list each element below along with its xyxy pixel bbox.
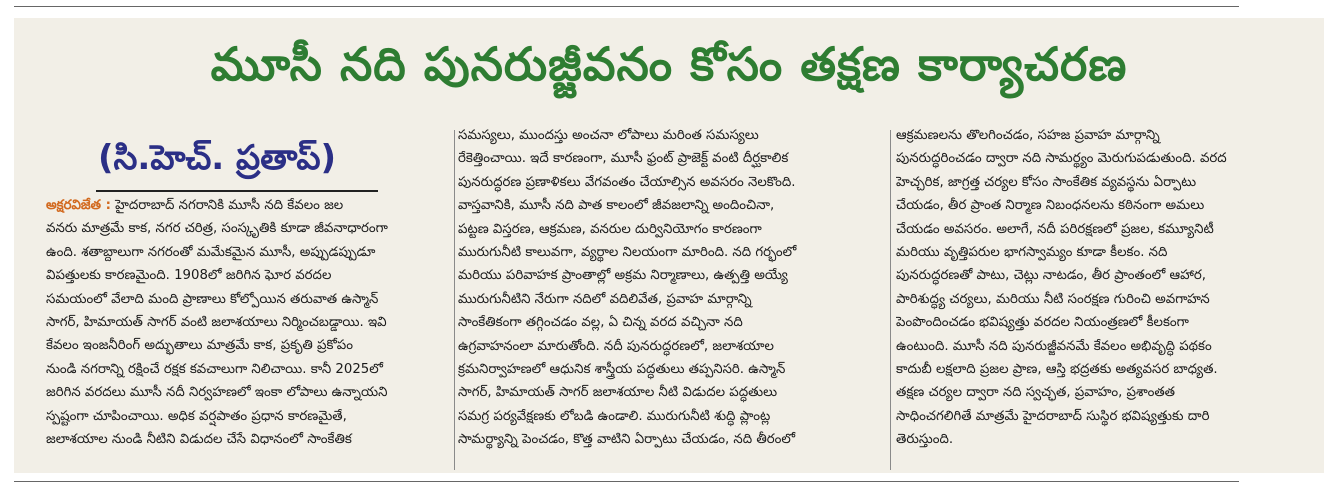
column-line: స్పష్టంగా చూపించాయి. అధిక వర్షపాతం ప్రధాన కారణమైతే, bbox=[46, 408, 347, 424]
column-line: ఉంది. శతాబ్దాలుగా నగరంతో మమేకమైన మూసీ, అప్పుడప్పుడూ bbox=[46, 244, 376, 260]
column-line: మరియు వృత్తిపరుల భాగస్వామ్యం కూడా కీలకం. నది bbox=[896, 244, 1168, 260]
column-line: రేకెత్తించాయి. ఇదే కారణంగా, మూసీ ఫ్రంట్ ప్రాజెక్ట్ వంటి దీర్ఘకాలిక bbox=[458, 151, 789, 167]
column-line: సమగ్ర పర్యవేక్షణకు లోబడి ఉండాలి. మురుగునీటి శుద్ధి ప్లాంట్ల bbox=[458, 408, 771, 424]
column-line: చేయడం అవసరం. అలాగే, నదీ పరిరక్షణలో ప్రజల, కమ్యూనిటీ bbox=[896, 221, 1214, 237]
column-line-text: హైదరాబాద్ నగరానికి మూసీ నది కేవలం జల bbox=[110, 198, 344, 213]
bottom-rule bbox=[14, 481, 1239, 482]
column-line: తక్షణ చర్యల ద్వారా నది స్వచ్ఛత, ప్రవాహం, ప్రశాంతత bbox=[896, 385, 1176, 401]
column-line: విపత్తులకు కారణమైంది. 1908లో జరిగిన ఘోర వరదల bbox=[46, 268, 332, 284]
column-line: చేయడం, తీర ప్రాంత నిర్మాణ నిబంధనలను కఠినంగా అమలు bbox=[896, 198, 1205, 214]
column-line: వాస్తవానికి, మూసీ నది పాత కాలంలో జీవజలాన్ని అందించినా, bbox=[458, 198, 775, 214]
column-line: సాంకేతికంగా తగ్గించడం వల్ల, ఏ చిన్న వరద వచ్చినా నది bbox=[458, 315, 743, 331]
article-column-1 bbox=[46, 194, 452, 451]
column-line: తెరుస్తుంది. bbox=[896, 432, 954, 448]
article-headline: మూసీ నది పునరుజ్జీవనం కోసం తక్షణ కార్యాచరణ bbox=[210, 37, 1128, 91]
column-line: సాధించగలిగితే మాత్రమే హైదరాబాద్ సుస్థిర భవిష్యత్తుకు దారి bbox=[896, 408, 1210, 424]
column-line: ఉగ్రవాహనంలా మారుతోంది. నదీ పునరుద్ధరణలో, జలాశయాల bbox=[458, 338, 774, 354]
column-line: హెచ్చరిక, జాగ్రత్త చర్యల కోసం సాంకేతిక వ్యవస్థను ఏర్పాటు bbox=[896, 174, 1197, 190]
column-line: కాదుబీ లక్షలాది ప్రజల ప్రాణ, ఆస్తి భద్రతకు అత్యవసర బాధ్యత. bbox=[896, 361, 1218, 377]
column-line: మరియు పరివాహక ప్రాంతాల్లో అక్రమ నిర్మాణాలు, ఉత్పత్తి అయ్యే bbox=[458, 268, 788, 284]
column-line: సమయంలో వేలాది మంది ప్రాణాలు కోల్పోయిన తరువాత ఉస్మాన్ bbox=[46, 291, 379, 307]
column-line: పట్టణ విస్తరణ, ఆక్రమణ, వనరుల దుర్వినియోగం కారణంగా bbox=[458, 221, 762, 237]
column-line: జరిగిన వరదలు మూసీ నదీ నిర్వహణలో ఇంకా లోపాలు ఉన్నాయని bbox=[46, 385, 388, 401]
column-line: సాగర్, హిమాయత్ సాగర్ వంటి జలాశయాలు నిర్మించబడ్డాయి. ఇవి bbox=[46, 314, 387, 330]
column-line bbox=[46, 194, 452, 217]
byline-underline bbox=[96, 190, 378, 192]
column-divider-2 bbox=[890, 130, 891, 470]
article-panel bbox=[14, 18, 1324, 473]
column-line: పెంపొందించడం భవిష్యత్తు వరదల నియంత్రణలో కీలకంగా bbox=[896, 315, 1189, 331]
column-line: పునరుద్ధరించడం ద్వారా నది సామర్థ్యం మెరుగుపడుతుంది. వరద bbox=[896, 151, 1227, 167]
column-line: సామర్థ్యాన్ని పెంచడం, కొత్త వాటిని ఏర్పాటు చేయడం, నది తీరంలో bbox=[458, 432, 796, 448]
article-byline: (సి.హెచ్. ప్రతాప్) bbox=[98, 138, 337, 178]
column-line: ఆక్రమణలను తొలగించడం, సహజ ప్రవాహ మార్గాన్ని bbox=[896, 128, 1160, 143]
column-line: సమస్యలు, ముందస్తు అంచనా లోపాలు మరింత సమస్యలు bbox=[458, 128, 759, 143]
column-line: ఉంటుంది. మూసీ నది పునరుజ్జీవనమే కేవలం అభివృద్ధి పథకం bbox=[896, 338, 1212, 354]
column-line: పునరుద్ధరణతో పాటు, చెట్లు నాటడం, తీర ప్రాంతంలో ఆహార, bbox=[896, 268, 1206, 284]
column-line: పారిశుద్ధ్య చర్యలు, మరియు నీటి సంరక్షణ గురించి అవగాహన bbox=[896, 291, 1210, 307]
article-column-2 bbox=[458, 124, 864, 451]
column-line: జలాశయాల నుండి నీటిని విడుదల చేసే విధానంలో సాంకేతిక bbox=[46, 431, 352, 447]
column-line: పునరుద్ధరణ ప్రణాళికలు వేగవంతం చేయాల్సిన అవసరం నెలకొంది. bbox=[458, 174, 796, 190]
column-line: క్రమనిర్వాహణలో ఆధునిక శాస్త్రీయ పద్ధతులు తప్పనిసరి. ఉస్మాన్ bbox=[458, 361, 786, 377]
column-line: కేవలం ఇంజనీరింగ్ అద్భుతాలు మాత్రమే కాక, ప్రకృతి ప్రకోపం bbox=[46, 338, 353, 354]
column-divider-1 bbox=[454, 130, 455, 470]
column-line: వనరు మాత్రమే కాక, నగర చరిత్ర, సంస్కృతికి కూడా జీవనాధారంగా bbox=[46, 221, 388, 237]
article-column-3 bbox=[896, 124, 1302, 451]
dateline: అక్షరవిజేత : bbox=[46, 198, 111, 213]
column-line: మురుగునీటి కాలువగా, వ్యర్థాల నిలయంగా మారింది. నది గర్భంలో bbox=[458, 244, 797, 260]
column-line: నుండి నగరాన్ని రక్షించే రక్షక కవచాలుగా నిలిచాయి. కానీ 2025లో bbox=[46, 361, 383, 377]
top-rule bbox=[14, 6, 1239, 7]
column-line: సాగర్, హిమాయత్ సాగర్ జలాశయాల నీటి విడుదల పద్ధతులు bbox=[458, 385, 778, 401]
column-line: మురుగునీటిని నేరుగా నదిలో వదిలివేత, ప్రవాహ మార్గాన్ని bbox=[458, 291, 752, 307]
